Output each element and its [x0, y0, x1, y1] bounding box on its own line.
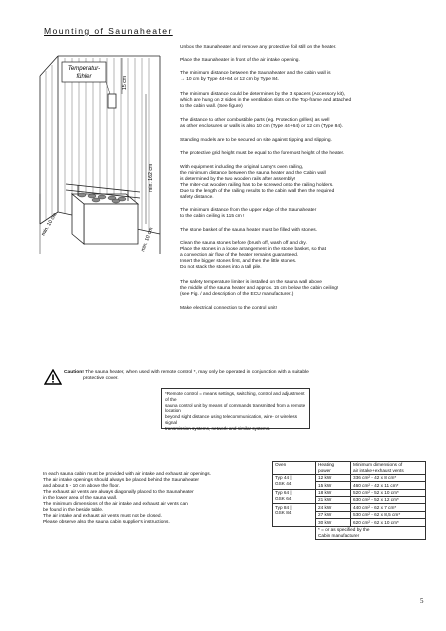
table-cell-power: 12 kW — [316, 474, 351, 481]
table-cell-dims: 440 cm² - 62 x 7 cm* — [351, 504, 426, 511]
table-row — [273, 489, 426, 496]
table-cell-power: 24 kW — [316, 504, 351, 511]
dim-height-label: min. 162 cm — [148, 163, 154, 192]
caution-note — [64, 370, 409, 382]
table-cell-oven: Typ 64 | GSK 64 — [273, 489, 316, 504]
instruction-12: The safety temperature limiter is installed on the sauna wall above the middle of the sauna heater and approx. 15 cm below the cabin ceiling! (see Fig. / and description of the ECU manufacturer.) — [180, 280, 339, 298]
instruction-10: The stone basket of the sauna heater must be filled with stones. — [180, 228, 318, 233]
temperature-sensor — [108, 94, 116, 108]
table-cell-power: 21 kW — [316, 497, 351, 504]
caution-label: Caution! — [64, 370, 84, 375]
dim-bottom-label: min. 10 cm — [140, 226, 155, 253]
table-footnote: * = or as specified by the Cabin manufacturer — [316, 526, 426, 539]
warning-icon — [44, 369, 62, 385]
instruction-7: The protective grid height must be equal to the foremost height of the heater. — [180, 151, 345, 156]
instruction-5: The distance to other combustible parts (eg. Protection grilles) as well as other enclosures or walls is also 10 cm (Type 44+64) or 12 cm (Type 84). — [180, 118, 344, 130]
table-header: Heating power — [316, 462, 351, 475]
table-cell-dims: 530 cm² - 62 x 8,5 cm* — [351, 511, 426, 518]
saunaheater — [72, 194, 138, 244]
instruction-9: The minimum distance from the upper edge of the Saunaheater to the cabin ceiling is 115 cm ! — [180, 208, 317, 220]
heater-mounting-figure — [38, 44, 178, 266]
table-row — [273, 504, 426, 511]
table-cell-dims: 460 cm² - 42 x 11 cm* — [351, 482, 426, 489]
table-cell-oven: Typ 84 | GSK 84 — [273, 504, 316, 526]
instruction-11: Clean the sauna stones before (brush off, wash off and dry. Place the stones in a loose arrangement in the stone basket, so that a convection air flow of the heater remains guaranteed. Insert the bigger stones first, and then the little stones. Do not stack the stones into a tall pile. — [180, 241, 326, 271]
sensor-label-1: Temperatur- — [67, 66, 101, 72]
dim-side-label: min. 10 cm — [40, 212, 59, 237]
ventilation-text: In each sauna cabin must be provided with air intake and exhaust air openings. The air intake openings should always be placed behind the Saunaheater and about 5 - 10 cm above the floor. The exhaust air vents are always diagonally placed to the Saunaheater in the lower area of the sauna wall. The minimum dimensions of the air intake and exhaust air vents can be found in the beside table. The air intake and exhaust air vents must not be closed. Please observe also the sauna cabin supplier's instructions. — [43, 472, 211, 526]
table-header: Minimum dimensions of air intake+exhaust vents — [351, 462, 426, 475]
table-row — [273, 474, 426, 481]
caution-text: The sauna heater, when used with remote control *, may only be operated in conjunction with a suitable protective cover. — [83, 370, 309, 382]
instruction-4: The minimum distance could be determines by the 3 spacers (Accessory kit), which are hung on 2 sides in the ventilation slots on the Top-frame and attached to the cabin wall. (See figure) — [180, 92, 352, 110]
table-cell-power: 30 kW — [316, 519, 351, 526]
instruction-6: Standing models are to be secured on site against tipping and slipping. — [180, 138, 332, 143]
table-cell-dims: 630 cm² - 52 x 12 cm* — [351, 497, 426, 504]
table-cell-power: 18 kW — [316, 489, 351, 496]
instruction-8: With equipment including the original Lamy's oven railing, the minimum distance between the sauna heater and the Cabin wall is determined by the two wooden rails after assembly! The miter-cut wooden railing has to be screwed onto the railing holders. Due to the length of the railing results to the cabin wall then the required safety distance. — [180, 165, 335, 201]
instruction-1: Unbox the Saunaheater and remove any protective foil still on the heater. — [180, 45, 337, 50]
table-cell-oven: Typ 44 | GSK 44 — [273, 474, 316, 489]
page-title: Mounting of Saunaheater — [44, 26, 173, 36]
table-header-row — [273, 462, 426, 475]
table-cell-dims: 620 cm² - 62 x 10 cm* — [351, 519, 426, 526]
instruction-3: The minimum distance between the Saunaheater and the cabin wall is → 10 cm by Type 44+64 or 12 cm by Type 84. — [180, 71, 331, 83]
page-number: 5 — [420, 597, 424, 605]
table-cell-dims: 336 cm² - 42 x 8 cm* — [351, 474, 426, 481]
dim-top-label: 15 cm — [122, 75, 128, 90]
vent-table — [272, 461, 426, 540]
remote-control-note: *Remote control = means settings, switching, control and adjustment of the sauna control unit by means of commands transmitted from a remote location beyond sight distance using telecommunication, wire- or wireless signal transmission systems, network and similar systems. — [161, 388, 310, 429]
sensor-label-2: fühler — [76, 74, 92, 80]
table-cell-power: 27 kW — [316, 511, 351, 518]
instruction-2: Place the Saunaheater in front of the air intake opening. — [180, 58, 300, 63]
table-cell-power: 15 kW — [316, 482, 351, 489]
table-cell-dims: 520 cm² - 52 x 10 cm* — [351, 489, 426, 496]
table-footnote-row — [273, 526, 426, 539]
table-header: Oven — [273, 462, 316, 475]
instruction-13: Make electrical connection to the control unit! — [180, 306, 277, 311]
